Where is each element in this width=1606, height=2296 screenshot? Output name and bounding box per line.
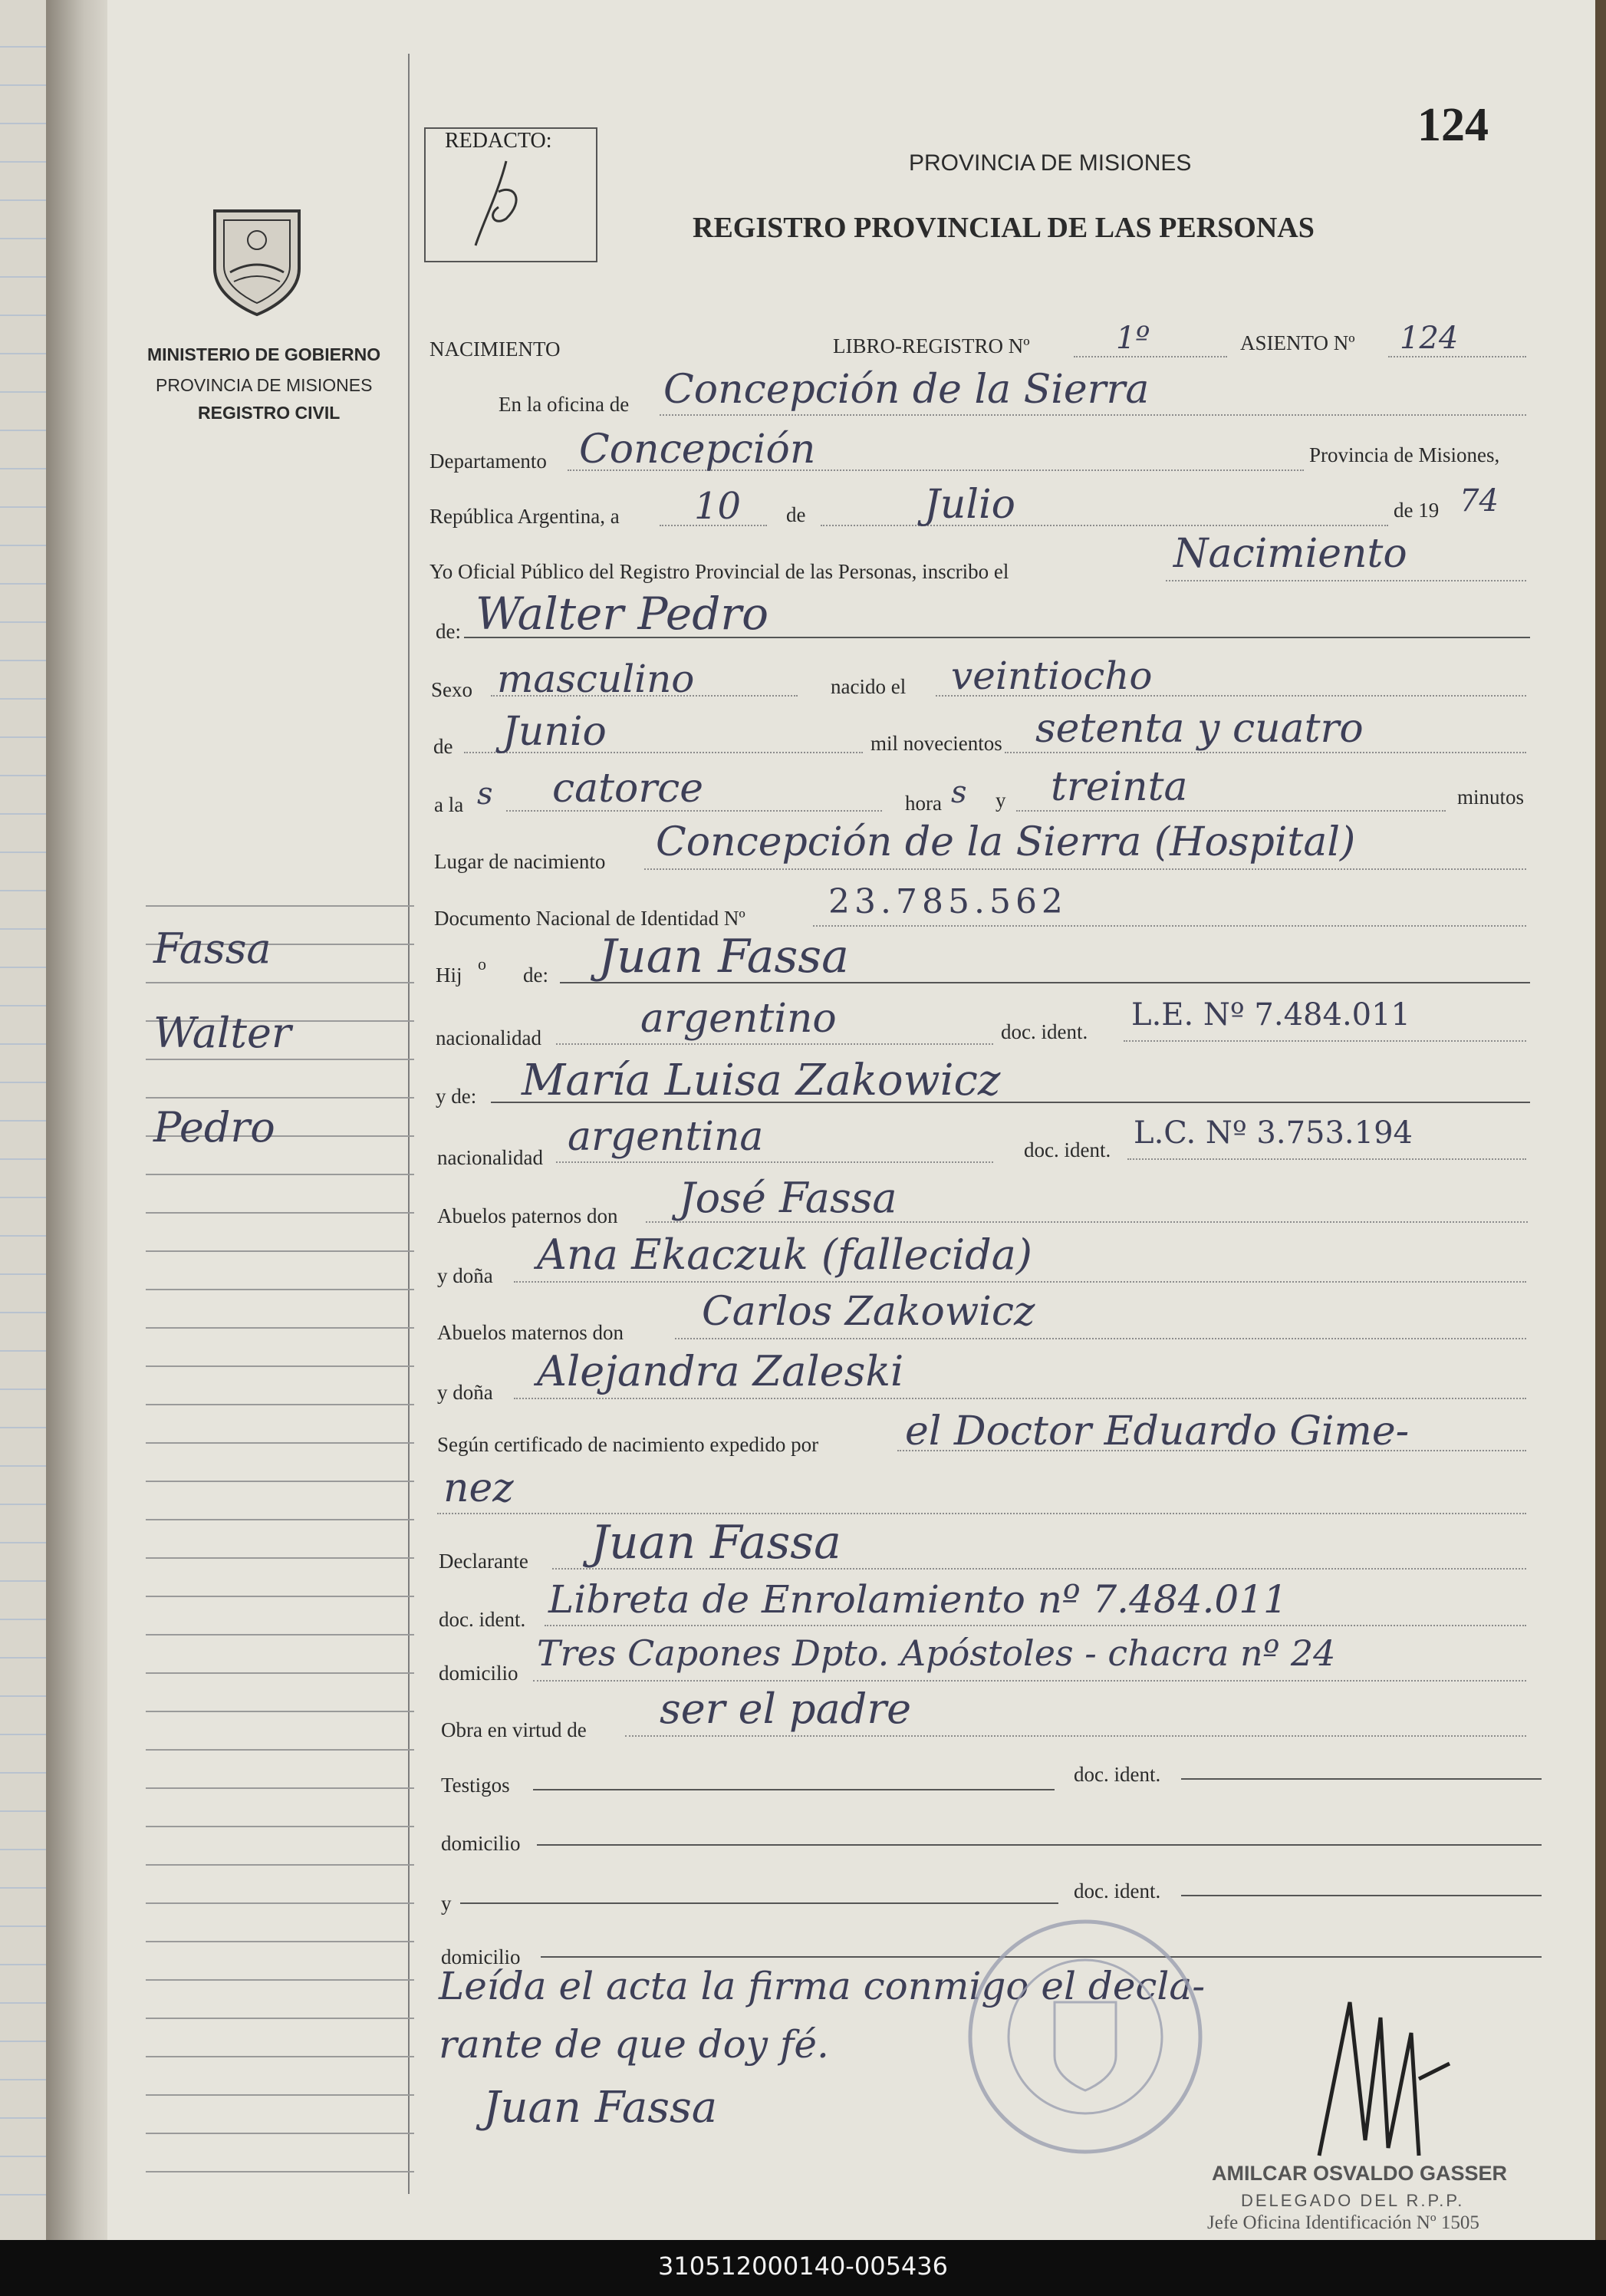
ruled-line xyxy=(0,238,46,239)
declarante-label: Declarante xyxy=(439,1550,528,1573)
ruled-line xyxy=(0,698,46,700)
provincial-seal-icon xyxy=(207,196,307,318)
hijo-suffix: o xyxy=(478,954,486,973)
father-nationality-label: nacionalidad xyxy=(436,1026,541,1049)
ruled-line xyxy=(0,1849,46,1850)
margin-ruled-line xyxy=(146,1596,414,1597)
ala-label: a la xyxy=(434,793,464,816)
abuela-paterna-label: y doña xyxy=(437,1264,493,1287)
column-divider xyxy=(408,54,410,2194)
hijo-label: Hij xyxy=(436,964,462,987)
book-gutter xyxy=(46,0,115,2240)
mother-doc-label: doc. ident. xyxy=(1024,1138,1111,1161)
abuelos-paternos-label: Abuelos paternos don xyxy=(437,1204,618,1227)
margin-ruled-line xyxy=(146,905,414,907)
ruled-line xyxy=(0,1312,46,1313)
abuelo-materno: Carlos Zakowicz xyxy=(702,1289,1035,1335)
ruled-line xyxy=(0,736,46,738)
margin-ruled-line xyxy=(146,1749,414,1751)
registry-title: REGISTRO PROVINCIAL DE LAS PERSONAS xyxy=(693,212,1315,244)
republica-label: República Argentina, a xyxy=(429,505,620,528)
ruled-line xyxy=(0,1580,46,1582)
ruled-line xyxy=(0,1197,46,1198)
margin-ruled-line xyxy=(146,1826,414,1827)
ruled-line xyxy=(0,84,46,86)
ruled-line xyxy=(0,1964,46,1965)
ruled-line xyxy=(0,1734,46,1735)
birth-minutes: treinta xyxy=(1051,764,1188,810)
ruled-line xyxy=(0,123,46,124)
ala-suffix: s xyxy=(477,776,493,812)
page-number: 124 xyxy=(1417,99,1489,151)
official-title: DELEGADO DEL R.P.P. xyxy=(1241,2191,1465,2210)
registration-day: 10 xyxy=(694,485,742,528)
margin-ruled-line xyxy=(146,1212,414,1214)
ministry-line-2: PROVINCIA DE MISIONES xyxy=(156,375,373,395)
ruled-line xyxy=(0,2079,46,2080)
margin-ruled-line xyxy=(146,2056,414,2057)
lugar-label: Lugar de nacimiento xyxy=(434,850,606,873)
ruled-line xyxy=(0,1810,46,1812)
birth-year: setenta y cuatro xyxy=(1035,706,1364,752)
declarante-name: Juan Fassa xyxy=(591,1516,841,1570)
ruled-line xyxy=(0,468,46,469)
abuela-materna-label: y doña xyxy=(437,1381,493,1404)
sexo-label: Sexo xyxy=(431,678,472,701)
sexo-value: masculino xyxy=(497,657,695,701)
ruled-line xyxy=(0,1619,46,1620)
ruled-line xyxy=(0,1120,46,1122)
ruled-line xyxy=(0,2117,46,2119)
ruled-line xyxy=(0,1043,46,1045)
margin-ruled-line xyxy=(146,1442,414,1444)
minutos-label: minutos xyxy=(1457,786,1525,809)
margin-ruled-line xyxy=(146,1787,414,1789)
oficina-label: En la oficina de xyxy=(499,393,630,416)
margin-ruled-line xyxy=(146,1289,414,1290)
yo-oficial-label: Yo Oficial Público del Registro Provincial de las Personas, inscribo el xyxy=(429,560,1009,583)
ruled-line xyxy=(0,506,46,508)
closing-line-2: rante de que doy fé. xyxy=(439,2022,829,2067)
testigo1-domicilio-label: domicilio xyxy=(441,1832,521,1855)
y-de-label: y de: xyxy=(436,1085,477,1108)
nacido-value: veintiocho xyxy=(951,654,1153,698)
redacto-initials xyxy=(453,146,560,253)
mother-doc: L.C. Nº 3.753.194 xyxy=(1134,1115,1413,1151)
margin-ruled-line xyxy=(146,1711,414,1712)
closing-line-1: Leída el acta la firma conmigo el decla- xyxy=(439,1964,1206,2008)
ruled-line xyxy=(0,2002,46,2004)
ruled-line xyxy=(0,928,46,930)
libro-label: LIBRO-REGISTRO Nº xyxy=(833,334,1030,357)
birth-hour: catorce xyxy=(552,766,704,812)
ministry-line-3: REGISTRO CIVIL xyxy=(198,403,341,423)
provincia-label: Provincia de Misiones, xyxy=(1309,443,1500,466)
margin-ruled-line xyxy=(146,1979,414,1981)
ruled-line xyxy=(0,890,46,891)
margin-surname: Fassa xyxy=(153,924,272,973)
ruled-line xyxy=(0,1350,46,1352)
certificado-por-cont: nez xyxy=(443,1465,514,1511)
previous-page-edge xyxy=(0,0,46,2240)
child-name: Walter Pedro xyxy=(476,588,769,640)
ruled-line xyxy=(0,1235,46,1237)
departamento-label: Departamento xyxy=(429,450,547,473)
margin-ruled-line xyxy=(146,2018,414,2019)
father-name: Juan Fassa xyxy=(598,930,849,983)
ruled-line xyxy=(0,813,46,815)
departamento-value: Concepción xyxy=(579,427,816,473)
margin-ruled-line xyxy=(146,1250,414,1252)
de-name-label: de: xyxy=(436,620,461,643)
ruled-line xyxy=(0,46,46,48)
ruled-line xyxy=(0,315,46,316)
ruled-line xyxy=(0,161,46,163)
scan-identifier: 310512000140-005436 xyxy=(657,2252,948,2281)
declarante-domicilio: Tres Capones Dpto. Apóstoles - chacra nº 24 xyxy=(537,1632,1336,1674)
birth-month: Junio xyxy=(502,709,607,755)
margin-ruled-line xyxy=(146,1634,414,1636)
ruled-line xyxy=(0,1465,46,1467)
ruled-line xyxy=(0,1695,46,1697)
ruled-line xyxy=(0,660,46,661)
de2-label: de xyxy=(433,735,453,758)
ruled-line xyxy=(0,621,46,623)
official-office: Jefe Oficina Identificación Nº 1505 xyxy=(1207,2212,1479,2233)
declarante-doc-label: doc. ident. xyxy=(439,1608,526,1631)
ruled-line xyxy=(0,583,46,585)
dni-label: Documento Nacional de Identidad Nº xyxy=(434,907,745,930)
ruled-line xyxy=(0,1504,46,1505)
ruled-line xyxy=(0,967,46,968)
ruled-line xyxy=(0,2041,46,2042)
ruled-line xyxy=(0,775,46,776)
ruled-line xyxy=(0,1388,46,1390)
father-nationality: argentino xyxy=(640,996,837,1042)
ruled-line xyxy=(0,2194,46,2196)
ruled-line xyxy=(0,852,46,853)
ruled-line xyxy=(0,2156,46,2157)
testigo2-domicilio-label: domicilio xyxy=(441,1945,521,1968)
official-seal-stamp xyxy=(959,1910,1212,2163)
y-label: y xyxy=(996,789,1006,812)
obra-label: Obra en virtud de xyxy=(441,1718,587,1741)
margin-second-name: Pedro xyxy=(153,1103,275,1151)
ruled-line xyxy=(0,430,46,431)
declarante-signature: Juan Fassa xyxy=(483,2083,718,2133)
ruled-line xyxy=(0,1887,46,1889)
registration-year: 74 xyxy=(1460,483,1499,519)
margin-first-name: Walter xyxy=(153,1009,291,1057)
abuelo-paterno: José Fassa xyxy=(679,1174,897,1222)
father-doc-label: doc. ident. xyxy=(1001,1020,1088,1043)
official-signature xyxy=(1304,1987,1457,2171)
lugar-value: Concepción de la Sierra (Hospital) xyxy=(656,819,1356,865)
oficina-value: Concepción de la Sierra xyxy=(663,367,1150,413)
certificado-por: el Doctor Eduardo Gime- xyxy=(905,1408,1410,1454)
province-header: PROVINCIA DE MISIONES xyxy=(909,150,1192,176)
margin-ruled-line xyxy=(146,1059,414,1060)
margin-ruled-line xyxy=(146,1481,414,1482)
domicilio-label: domicilio xyxy=(439,1662,518,1685)
margin-ruled-line xyxy=(146,1902,414,1904)
mother-nationality: argentina xyxy=(568,1114,764,1160)
ruled-line xyxy=(0,1925,46,1927)
ruled-line xyxy=(0,1273,46,1275)
ruled-line xyxy=(0,1082,46,1083)
redacto-label: REDACTO: xyxy=(445,129,552,153)
mother-name: María Luisa Zakowicz xyxy=(522,1056,1001,1105)
hijo-de-label: de: xyxy=(523,964,548,987)
abuela-paterna: Ana Ekaczuk (fallecida) xyxy=(537,1230,1032,1279)
margin-ruled-line xyxy=(146,1519,414,1520)
ruled-line xyxy=(0,1772,46,1774)
segun-label: Según certificado de nacimiento expedido por xyxy=(437,1433,819,1456)
ruled-line xyxy=(0,199,46,201)
obra-value: ser el padre xyxy=(660,1685,912,1733)
ministry-line-1: MINISTERIO DE GOBIERNO xyxy=(147,344,381,364)
official-name: AMILCAR OSVALDO GASSER xyxy=(1212,2162,1508,2185)
de-label: de xyxy=(786,503,806,526)
margin-ruled-line xyxy=(146,1557,414,1559)
margin-ruled-line xyxy=(146,1365,414,1367)
dni-value: 23.785.562 xyxy=(828,882,1068,921)
ruled-line xyxy=(0,1657,46,1659)
abuela-materna: Alejandra Zaleski xyxy=(537,1347,904,1395)
margin-ruled-line xyxy=(146,1941,414,1942)
ruled-line xyxy=(0,1542,46,1543)
father-doc: L.E. Nº 7.484.011 xyxy=(1131,997,1411,1033)
testigo2-label: y xyxy=(441,1892,452,1915)
libro-value: 1º xyxy=(1116,321,1150,356)
asiento-label: ASIENTO Nº xyxy=(1240,331,1355,354)
margin-ruled-line xyxy=(146,2171,414,2172)
margin-ruled-line xyxy=(146,2133,414,2134)
nacido-label: nacido el xyxy=(831,675,907,698)
margin-ruled-line xyxy=(146,1864,414,1866)
horas-suffix: s xyxy=(951,775,967,810)
record-type-label: NACIMIENTO xyxy=(429,338,561,361)
registration-month: Julio xyxy=(924,482,1015,528)
margin-ruled-line xyxy=(146,1404,414,1405)
ruled-line xyxy=(0,353,46,354)
horas-label: hora xyxy=(905,792,942,815)
margin-ruled-line xyxy=(146,1174,414,1175)
ruled-line xyxy=(0,276,46,278)
margin-ruled-line xyxy=(146,982,414,983)
mil-novecientos-label: mil novecientos xyxy=(870,732,1002,755)
margin-ruled-line xyxy=(146,1672,414,1674)
year-label: de 19 xyxy=(1394,499,1440,522)
testigo1-doc-label: doc. ident. xyxy=(1074,1763,1161,1786)
testigo2-doc-label: doc. ident. xyxy=(1074,1879,1161,1902)
margin-ruled-line xyxy=(146,1097,414,1099)
ruled-line xyxy=(0,545,46,546)
ruled-line xyxy=(0,1005,46,1006)
abuelos-maternos-label: Abuelos maternos don xyxy=(437,1321,624,1344)
ruled-line xyxy=(0,1427,46,1428)
mother-nationality-label: nacionalidad xyxy=(437,1146,543,1169)
declarante-doc: Libreta de Enrolamiento nº 7.484.011 xyxy=(548,1577,1288,1622)
ruled-line xyxy=(0,391,46,393)
inscribo-value: Nacimiento xyxy=(1173,531,1407,577)
ruled-line xyxy=(0,1158,46,1160)
margin-ruled-line xyxy=(146,2094,414,2096)
margin-ruled-line xyxy=(146,1327,414,1329)
asiento-value: 124 xyxy=(1400,321,1459,356)
testigos-label: Testigos xyxy=(441,1774,510,1797)
